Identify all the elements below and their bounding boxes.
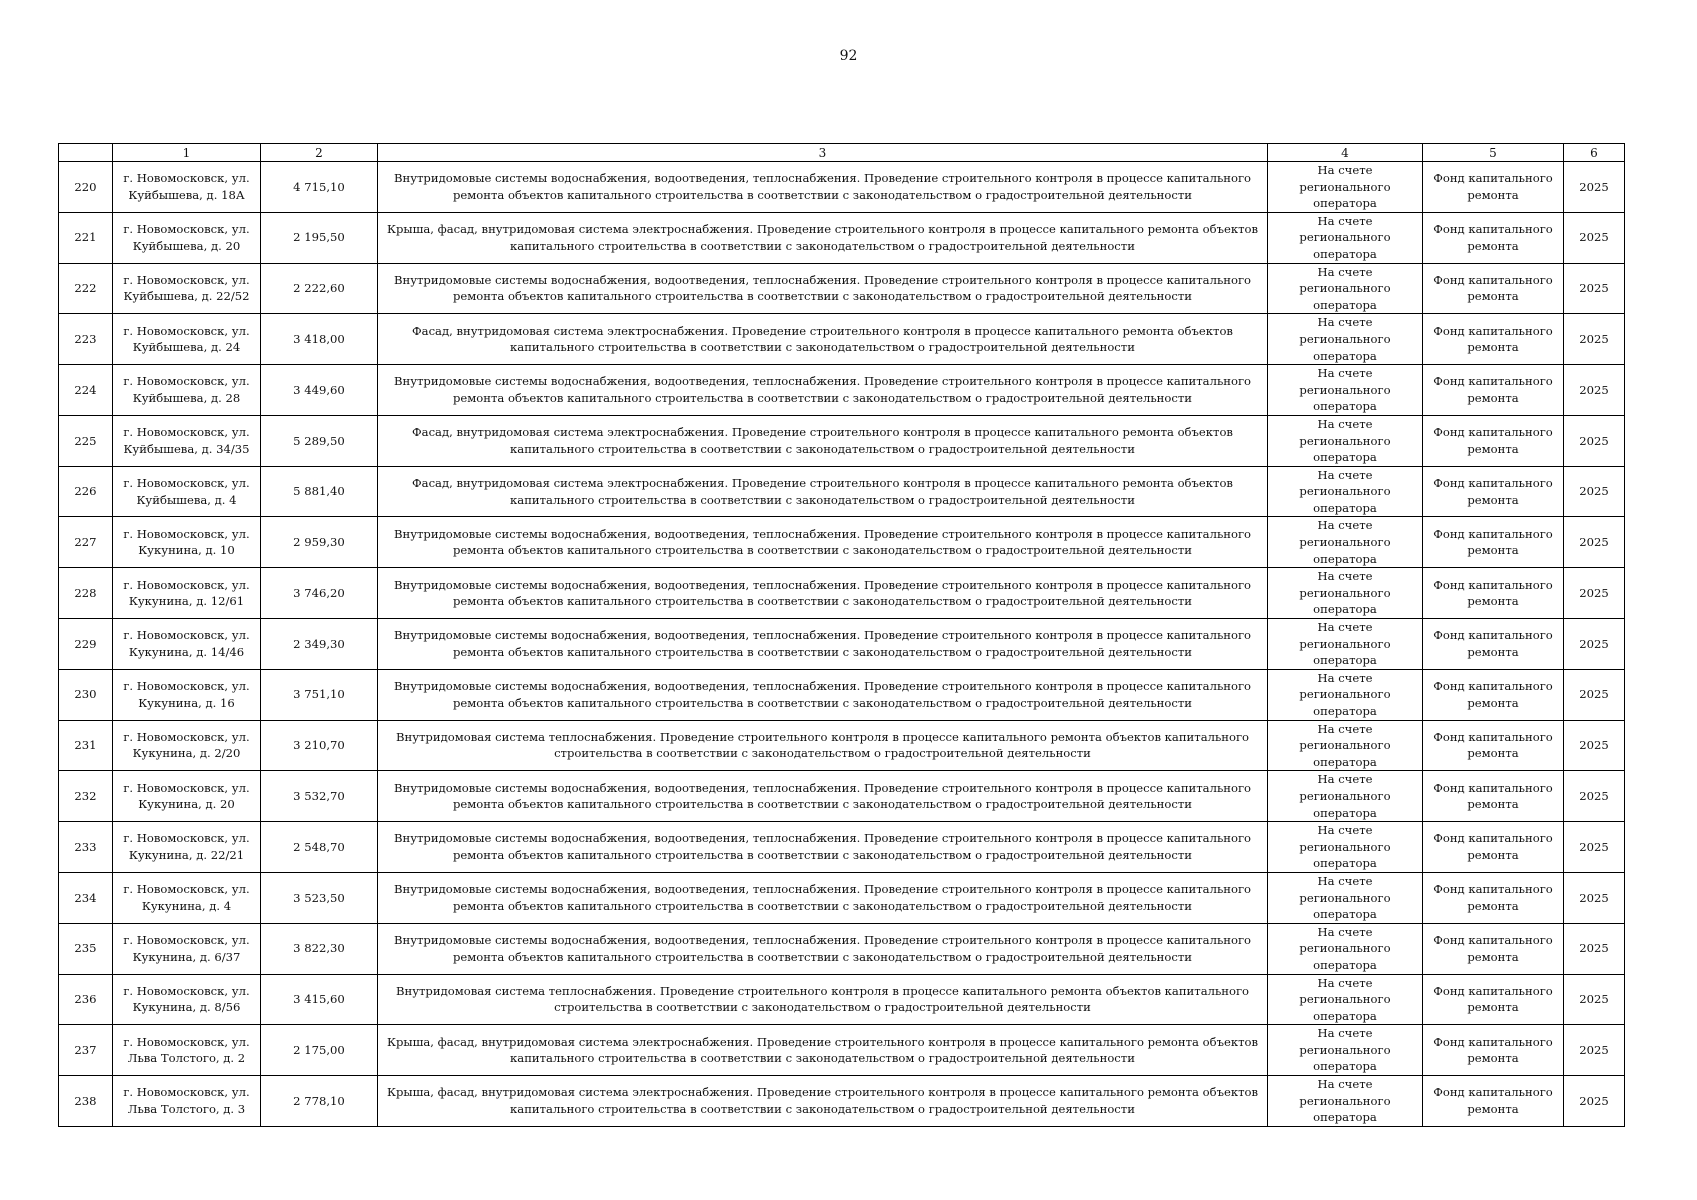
funding-source-cell: Фонд капитального ремонта <box>1423 415 1564 466</box>
table-row <box>59 720 1625 771</box>
work-description-cell: Внутридомовые системы водоснабжения, водоотведения, теплоснабжения. Проведение строительного контроля в процессе капитального ремонта объектов капитального строительства в соответствии с законодательством о градостроительной деятельности <box>378 365 1268 416</box>
year-cell: 2025 <box>1564 263 1625 314</box>
table-row <box>59 314 1625 365</box>
row-number-cell: 225 <box>59 415 113 466</box>
row-number-cell: 231 <box>59 720 113 771</box>
column-number-header <box>59 144 1625 162</box>
area-cell: 3 751,10 <box>261 669 378 720</box>
row-number-cell: 226 <box>59 466 113 517</box>
work-description-cell: Внутридомовые системы водоснабжения, водоотведения, теплоснабжения. Проведение строительного контроля в процессе капитального ремонта объектов капитального строительства в соответствии с законодательством о градостроительной деятельности <box>378 923 1268 974</box>
funding-source-cell: Фонд капитального ремонта <box>1423 669 1564 720</box>
funding-source-cell: Фонд капитального ремонта <box>1423 1076 1564 1127</box>
table-row <box>59 669 1625 720</box>
header-cell: 2 <box>261 144 378 162</box>
area-cell: 3 822,30 <box>261 923 378 974</box>
table-row <box>59 1025 1625 1076</box>
work-description-cell: Внутридомовые системы водоснабжения, водоотведения, теплоснабжения. Проведение строительного контроля в процессе капитального ремонта объектов капитального строительства в соответствии с законодательством о градостроительной деятельности <box>378 822 1268 873</box>
header-cell: 3 <box>378 144 1268 162</box>
account-cell: На счете регионального оператора <box>1268 1025 1423 1076</box>
area-cell: 2 175,00 <box>261 1025 378 1076</box>
work-description-cell: Крыша, фасад, внутридомовая система электроснабжения. Проведение строительного контроля в процессе капитального ремонта объектов капитального строительства в соответствии с законодательством о градостроительной деятельности <box>378 212 1268 263</box>
area-cell: 2 778,10 <box>261 1076 378 1127</box>
account-cell: На счете регионального оператора <box>1268 466 1423 517</box>
work-description-cell: Внутридомовые системы водоснабжения, водоотведения, теплоснабжения. Проведение строительного контроля в процессе капитального ремонта объектов капитального строительства в соответствии с законодательством о градостроительной деятельности <box>378 771 1268 822</box>
work-description-cell: Внутридомовые системы водоснабжения, водоотведения, теплоснабжения. Проведение строительного контроля в процессе капитального ремонта объектов капитального строительства в соответствии с законодательством о градостроительной деятельности <box>378 517 1268 568</box>
address-cell: г. Новомосковск, ул. Куйбышева, д. 28 <box>113 365 261 416</box>
table-row <box>59 872 1625 923</box>
row-number-cell: 228 <box>59 568 113 619</box>
account-cell: На счете регионального оператора <box>1268 162 1423 213</box>
table-row <box>59 415 1625 466</box>
funding-source-cell: Фонд капитального ремонта <box>1423 365 1564 416</box>
table-row <box>59 517 1625 568</box>
address-cell: г. Новомосковск, ул. Куйбышева, д. 4 <box>113 466 261 517</box>
funding-source-cell: Фонд капитального ремонта <box>1423 872 1564 923</box>
row-number-cell: 224 <box>59 365 113 416</box>
year-cell: 2025 <box>1564 619 1625 670</box>
year-cell: 2025 <box>1564 720 1625 771</box>
address-cell: г. Новомосковск, ул. Кукунина, д. 12/61 <box>113 568 261 619</box>
year-cell: 2025 <box>1564 314 1625 365</box>
funding-source-cell: Фонд капитального ремонта <box>1423 1025 1564 1076</box>
table-row <box>59 568 1625 619</box>
table-row <box>59 212 1625 263</box>
account-cell: На счете регионального оператора <box>1268 822 1423 873</box>
area-cell: 3 746,20 <box>261 568 378 619</box>
funding-source-cell: Фонд капитального ремонта <box>1423 974 1564 1025</box>
funding-source-cell: Фонд капитального ремонта <box>1423 517 1564 568</box>
area-cell: 2 222,60 <box>261 263 378 314</box>
repair-table <box>58 143 1625 1127</box>
funding-source-cell: Фонд капитального ремонта <box>1423 466 1564 517</box>
year-cell: 2025 <box>1564 415 1625 466</box>
address-cell: г. Новомосковск, ул. Кукунина, д. 6/37 <box>113 923 261 974</box>
funding-source-cell: Фонд капитального ремонта <box>1423 162 1564 213</box>
account-cell: На счете регионального оператора <box>1268 923 1423 974</box>
table-row <box>59 466 1625 517</box>
header-cell: 1 <box>113 144 261 162</box>
header-cell <box>59 144 113 162</box>
year-cell: 2025 <box>1564 771 1625 822</box>
work-description-cell: Фасад, внутридомовая система электроснабжения. Проведение строительного контроля в процессе капитального ремонта объектов капитального строительства в соответствии с законодательством о градостроительной деятельности <box>378 415 1268 466</box>
area-cell: 5 289,50 <box>261 415 378 466</box>
year-cell: 2025 <box>1564 466 1625 517</box>
table-row <box>59 162 1625 213</box>
table-row <box>59 365 1625 416</box>
address-cell: г. Новомосковск, ул. Льва Толстого, д. 3 <box>113 1076 261 1127</box>
work-description-cell: Внутридомовые системы водоснабжения, водоотведения, теплоснабжения. Проведение строительного контроля в процессе капитального ремонта объектов капитального строительства в соответствии с законодательством о градостроительной деятельности <box>378 568 1268 619</box>
address-cell: г. Новомосковск, ул. Куйбышева, д. 20 <box>113 212 261 263</box>
account-cell: На счете регионального оператора <box>1268 212 1423 263</box>
table-row <box>59 771 1625 822</box>
address-cell: г. Новомосковск, ул. Куйбышева, д. 34/35 <box>113 415 261 466</box>
year-cell: 2025 <box>1564 822 1625 873</box>
area-cell: 5 881,40 <box>261 466 378 517</box>
year-cell: 2025 <box>1564 872 1625 923</box>
work-description-cell: Внутридомовые системы водоснабжения, водоотведения, теплоснабжения. Проведение строительного контроля в процессе капитального ремонта объектов капитального строительства в соответствии с законодательством о градостроительной деятельности <box>378 263 1268 314</box>
year-cell: 2025 <box>1564 1025 1625 1076</box>
row-number-cell: 232 <box>59 771 113 822</box>
address-cell: г. Новомосковск, ул. Кукунина, д. 10 <box>113 517 261 568</box>
table-row <box>59 974 1625 1025</box>
address-cell: г. Новомосковск, ул. Кукунина, д. 14/46 <box>113 619 261 670</box>
account-cell: На счете регионального оператора <box>1268 517 1423 568</box>
row-number-cell: 223 <box>59 314 113 365</box>
row-number-cell: 220 <box>59 162 113 213</box>
area-cell: 3 418,00 <box>261 314 378 365</box>
year-cell: 2025 <box>1564 212 1625 263</box>
row-number-cell: 234 <box>59 872 113 923</box>
year-cell: 2025 <box>1564 669 1625 720</box>
header-cell: 6 <box>1564 144 1625 162</box>
row-number-cell: 235 <box>59 923 113 974</box>
table-row <box>59 822 1625 873</box>
address-cell: г. Новомосковск, ул. Куйбышева, д. 22/52 <box>113 263 261 314</box>
row-number-cell: 221 <box>59 212 113 263</box>
header-cell: 5 <box>1423 144 1564 162</box>
work-description-cell: Крыша, фасад, внутридомовая система электроснабжения. Проведение строительного контроля в процессе капитального ремонта объектов капитального строительства в соответствии с законодательством о градостроительной деятельности <box>378 1025 1268 1076</box>
table-row <box>59 923 1625 974</box>
address-cell: г. Новомосковск, ул. Кукунина, д. 4 <box>113 872 261 923</box>
funding-source-cell: Фонд капитального ремонта <box>1423 568 1564 619</box>
row-number-cell: 227 <box>59 517 113 568</box>
year-cell: 2025 <box>1564 162 1625 213</box>
account-cell: На счете регионального оператора <box>1268 365 1423 416</box>
address-cell: г. Новомосковск, ул. Кукунина, д. 22/21 <box>113 822 261 873</box>
work-description-cell: Внутридомовая система теплоснабжения. Проведение строительного контроля в процессе капитального ремонта объектов капитального строительства в соответствии с законодательством о градостроительной деятельности <box>378 720 1268 771</box>
address-cell: г. Новомосковск, ул. Куйбышева, д. 24 <box>113 314 261 365</box>
account-cell: На счете регионального оператора <box>1268 568 1423 619</box>
year-cell: 2025 <box>1564 365 1625 416</box>
year-cell: 2025 <box>1564 517 1625 568</box>
area-cell: 3 532,70 <box>261 771 378 822</box>
address-cell: г. Новомосковск, ул. Льва Толстого, д. 2 <box>113 1025 261 1076</box>
row-number-cell: 222 <box>59 263 113 314</box>
address-cell: г. Новомосковск, ул. Кукунина, д. 16 <box>113 669 261 720</box>
address-cell: г. Новомосковск, ул. Кукунина, д. 20 <box>113 771 261 822</box>
area-cell: 3 523,50 <box>261 872 378 923</box>
table-row <box>59 263 1625 314</box>
area-cell: 3 415,60 <box>261 974 378 1025</box>
funding-source-cell: Фонд капитального ремонта <box>1423 822 1564 873</box>
account-cell: На счете регионального оператора <box>1268 771 1423 822</box>
account-cell: На счете регионального оператора <box>1268 314 1423 365</box>
funding-source-cell: Фонд капитального ремонта <box>1423 314 1564 365</box>
year-cell: 2025 <box>1564 974 1625 1025</box>
work-description-cell: Внутридомовые системы водоснабжения, водоотведения, теплоснабжения. Проведение строительного контроля в процессе капитального ремонта объектов капитального строительства в соответствии с законодательством о градостроительной деятельности <box>378 162 1268 213</box>
area-cell: 2 349,30 <box>261 619 378 670</box>
area-cell: 4 715,10 <box>261 162 378 213</box>
account-cell: На счете регионального оператора <box>1268 415 1423 466</box>
account-cell: На счете регионального оператора <box>1268 669 1423 720</box>
work-description-cell: Внутридомовые системы водоснабжения, водоотведения, теплоснабжения. Проведение строительного контроля в процессе капитального ремонта объектов капитального строительства в соответствии с законодательством о градостроительной деятельности <box>378 619 1268 670</box>
account-cell: На счете регионального оператора <box>1268 619 1423 670</box>
row-number-cell: 237 <box>59 1025 113 1076</box>
address-cell: г. Новомосковск, ул. Куйбышева, д. 18А <box>113 162 261 213</box>
table-row <box>59 1076 1625 1127</box>
funding-source-cell: Фонд капитального ремонта <box>1423 923 1564 974</box>
funding-source-cell: Фонд капитального ремонта <box>1423 720 1564 771</box>
area-cell: 3 449,60 <box>261 365 378 416</box>
address-cell: г. Новомосковск, ул. Кукунина, д. 2/20 <box>113 720 261 771</box>
funding-source-cell: Фонд капитального ремонта <box>1423 771 1564 822</box>
work-description-cell: Фасад, внутридомовая система электроснабжения. Проведение строительного контроля в процессе капитального ремонта объектов капитального строительства в соответствии с законодательством о градостроительной деятельности <box>378 466 1268 517</box>
work-description-cell: Крыша, фасад, внутридомовая система электроснабжения. Проведение строительного контроля в процессе капитального ремонта объектов капитального строительства в соответствии с законодательством о градостроительной деятельности <box>378 1076 1268 1127</box>
year-cell: 2025 <box>1564 923 1625 974</box>
year-cell: 2025 <box>1564 568 1625 619</box>
row-number-cell: 229 <box>59 619 113 670</box>
address-cell: г. Новомосковск, ул. Кукунина, д. 8/56 <box>113 974 261 1025</box>
row-number-cell: 230 <box>59 669 113 720</box>
funding-source-cell: Фонд капитального ремонта <box>1423 619 1564 670</box>
area-cell: 2 195,50 <box>261 212 378 263</box>
row-number-cell: 233 <box>59 822 113 873</box>
table-row <box>59 619 1625 670</box>
year-cell: 2025 <box>1564 1076 1625 1127</box>
account-cell: На счете регионального оператора <box>1268 974 1423 1025</box>
work-description-cell: Внутридомовые системы водоснабжения, водоотведения, теплоснабжения. Проведение строительного контроля в процессе капитального ремонта объектов капитального строительства в соответствии с законодательством о градостроительной деятельности <box>378 872 1268 923</box>
header-cell: 4 <box>1268 144 1423 162</box>
funding-source-cell: Фонд капитального ремонта <box>1423 212 1564 263</box>
funding-source-cell: Фонд капитального ремонта <box>1423 263 1564 314</box>
row-number-cell: 238 <box>59 1076 113 1127</box>
account-cell: На счете регионального оператора <box>1268 720 1423 771</box>
work-description-cell: Внутридомовые системы водоснабжения, водоотведения, теплоснабжения. Проведение строительного контроля в процессе капитального ремонта объектов капитального строительства в соответствии с законодательством о градостроительной деятельности <box>378 669 1268 720</box>
work-description-cell: Фасад, внутридомовая система электроснабжения. Проведение строительного контроля в процессе капитального ремонта объектов капитального строительства в соответствии с законодательством о градостроительной деятельности <box>378 314 1268 365</box>
account-cell: На счете регионального оператора <box>1268 872 1423 923</box>
area-cell: 2 959,30 <box>261 517 378 568</box>
area-cell: 3 210,70 <box>261 720 378 771</box>
work-description-cell: Внутридомовая система теплоснабжения. Проведение строительного контроля в процессе капитального ремонта объектов капитального строительства в соответствии с законодательством о градостроительной деятельности <box>378 974 1268 1025</box>
row-number-cell: 236 <box>59 974 113 1025</box>
area-cell: 2 548,70 <box>261 822 378 873</box>
page-number: 92 <box>839 48 858 64</box>
account-cell: На счете регионального оператора <box>1268 1076 1423 1127</box>
account-cell: На счете регионального оператора <box>1268 263 1423 314</box>
